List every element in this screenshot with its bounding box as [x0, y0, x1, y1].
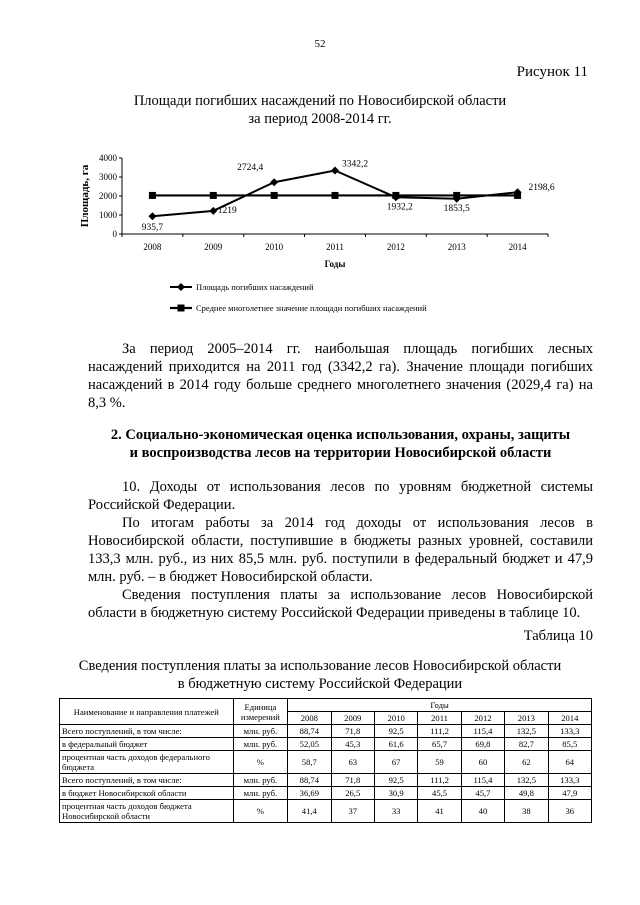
- row-name: в федеральный бюджет: [60, 738, 234, 751]
- paragraph-table-reference: Сведения поступления платы за использование лесов Новосибирской области в бюджетную систему Российской Федерации приведены в таблице 10.: [88, 587, 593, 621]
- y-axis-title: Площадь, га: [79, 164, 91, 228]
- series-average-point: [149, 192, 156, 199]
- data-label: 1932,2: [386, 202, 413, 213]
- row-value: 115,4: [461, 725, 504, 738]
- paragraph-item-10: 10. Доходы от использования лесов по уровням бюджетной системы Российской Федерации.: [88, 479, 593, 513]
- row-value: 71,8: [331, 725, 374, 738]
- figure-title-line1: Площади погибших насаждений по Новосибирской области: [133, 93, 507, 109]
- row-value: 67: [374, 751, 417, 774]
- table-title: [0, 657, 640, 693]
- figure-label: Рисунок 11: [516, 64, 588, 80]
- header-years: Годы: [288, 699, 592, 712]
- series-average-point: [210, 192, 217, 199]
- x-tick-label: 2012: [386, 242, 405, 252]
- row-value: 88,74: [288, 774, 331, 787]
- row-unit: млн. руб.: [233, 774, 288, 787]
- series-average-point: [271, 192, 278, 199]
- row-value: 30,9: [374, 787, 417, 800]
- row-value: 33: [374, 800, 417, 823]
- row-value: 45,7: [461, 787, 504, 800]
- data-label: 1853,5: [443, 203, 470, 214]
- header-year: 2009: [331, 712, 374, 725]
- table-row: [60, 774, 592, 787]
- table-label: Таблица 10: [523, 628, 593, 644]
- row-unit: млн. руб.: [233, 725, 288, 738]
- series-area-point: [209, 207, 217, 215]
- legend-marker-average: [178, 305, 185, 312]
- row-value: 26,5: [331, 787, 374, 800]
- header-name: Наименование и направления платежей: [60, 699, 234, 725]
- y-tick-label: 3000: [99, 172, 117, 182]
- row-value: 85,5: [548, 738, 591, 751]
- row-name: процентная часть доходов федерального бюджета: [60, 751, 234, 774]
- row-value: 92,5: [374, 725, 417, 738]
- x-tick-label: 2014: [508, 242, 527, 252]
- row-value: 36: [548, 800, 591, 823]
- section-heading-line2: и воспроизводства лесов на территории Новосибирской области: [129, 445, 552, 461]
- x-tick-label: 2013: [447, 242, 466, 252]
- y-tick-label: 1000: [99, 210, 117, 220]
- payments-table: [59, 698, 592, 823]
- row-value: 133,3: [548, 774, 591, 787]
- paragraph-chart-summary: За период 2005–2014 гг. наибольшая площадь погибших лесных насаждений приходится на 2011 год (3342,2 га). Значение площади погибших насаждений в 2014 году больше среднего многолетнего значения (2029,4 га) на 8,3 %.: [88, 341, 593, 411]
- row-unit: млн. руб.: [233, 787, 288, 800]
- header-year: 2011: [418, 712, 461, 725]
- header-year: 2012: [461, 712, 504, 725]
- row-name: Всего поступлений, в том числе:: [60, 725, 234, 738]
- data-label: 2724,4: [237, 163, 264, 174]
- legend-label-area: Площадь погибших насаждений: [196, 282, 314, 292]
- header-year: 2008: [288, 712, 331, 725]
- row-value: 111,2: [418, 774, 461, 787]
- row-value: 132,5: [505, 774, 548, 787]
- row-value: 71,8: [331, 774, 374, 787]
- legend-label-average: Среднее многолетнее значение площади погибших насаждений: [196, 303, 427, 313]
- row-value: 45,5: [418, 787, 461, 800]
- series-area-point: [331, 166, 339, 174]
- row-value: 45,3: [331, 738, 374, 751]
- y-tick-label: 2000: [99, 191, 117, 201]
- data-label: 3342,2: [341, 159, 369, 170]
- table-row: [60, 725, 592, 738]
- header-year: 2014: [548, 712, 591, 725]
- y-tick-label: 0: [112, 229, 117, 239]
- page-number: 52: [314, 38, 326, 50]
- row-name: Всего поступлений, в том числе:: [60, 774, 234, 787]
- data-label: 2198,6: [528, 183, 555, 194]
- section-heading: [88, 426, 593, 462]
- row-value: 115,4: [461, 774, 504, 787]
- row-value: 40: [461, 800, 504, 823]
- row-value: 62: [505, 751, 548, 774]
- x-tick-label: 2010: [265, 242, 284, 252]
- header-year: 2010: [374, 712, 417, 725]
- series-area-point: [148, 212, 156, 220]
- row-name: в бюджет Новосибирской области: [60, 787, 234, 800]
- header-year: 2013: [505, 712, 548, 725]
- x-tick-label: 2008: [143, 242, 162, 252]
- paragraph-results-2014: По итогам работы за 2014 год доходы от использования лесов в Новосибирской области, поступившие в бюджеты разных уровней, составили 133,3 млн. руб., из них 85,5 млн. руб. поступили в федеральный бюджет и 47,9 млн. руб. – в бюджет Новосибирской области.: [88, 515, 593, 585]
- row-unit: %: [233, 800, 288, 823]
- row-value: 63: [331, 751, 374, 774]
- x-axis-title: Годы: [324, 259, 346, 269]
- data-label: 935,7: [141, 223, 164, 234]
- row-value: 60: [461, 751, 504, 774]
- row-value: 132,5: [505, 725, 548, 738]
- row-value: 58,7: [288, 751, 331, 774]
- row-value: 133,3: [548, 725, 591, 738]
- section-heading-line1: 2. Социально-экономическая оценка использования, охраны, защиты: [110, 427, 571, 443]
- header-unit: Единица измерений: [233, 699, 288, 725]
- row-value: 41: [418, 800, 461, 823]
- table-row: [60, 751, 592, 774]
- line-chart: [60, 150, 560, 325]
- row-value: 92,5: [374, 774, 417, 787]
- row-value: 47,9: [548, 787, 591, 800]
- legend-marker-area: [177, 283, 185, 291]
- row-value: 37: [331, 800, 374, 823]
- row-value: 82,7: [505, 738, 548, 751]
- series-average-point: [332, 192, 339, 199]
- row-value: 38: [505, 800, 548, 823]
- row-unit: %: [233, 751, 288, 774]
- row-value: 64: [548, 751, 591, 774]
- row-value: 111,2: [418, 725, 461, 738]
- table-title-line1: Сведения поступления платы за использование лесов Новосибирской области: [78, 658, 562, 674]
- y-tick-label: 4000: [99, 153, 117, 163]
- table-row: [60, 800, 592, 823]
- x-tick-label: 2009: [204, 242, 223, 252]
- row-value: 59: [418, 751, 461, 774]
- table-row: [60, 738, 592, 751]
- figure-title: [0, 92, 640, 128]
- table-title-line2: в бюджетную систему Российской Федерации: [177, 676, 463, 692]
- figure-title-line2: за период 2008-2014 гг.: [248, 111, 392, 127]
- row-value: 65,7: [418, 738, 461, 751]
- row-name: процентная часть доходов бюджета Новосибирской области: [60, 800, 234, 823]
- x-tick-label: 2011: [326, 242, 344, 252]
- row-value: 69,8: [461, 738, 504, 751]
- row-value: 49,8: [505, 787, 548, 800]
- row-unit: млн. руб.: [233, 738, 288, 751]
- data-label: 1219: [217, 205, 237, 216]
- series-area-point: [270, 178, 278, 186]
- row-value: 61,6: [374, 738, 417, 751]
- row-value: 36,69: [288, 787, 331, 800]
- row-value: 41,4: [288, 800, 331, 823]
- row-value: 88,74: [288, 725, 331, 738]
- row-value: 52,05: [288, 738, 331, 751]
- table-row: [60, 787, 592, 800]
